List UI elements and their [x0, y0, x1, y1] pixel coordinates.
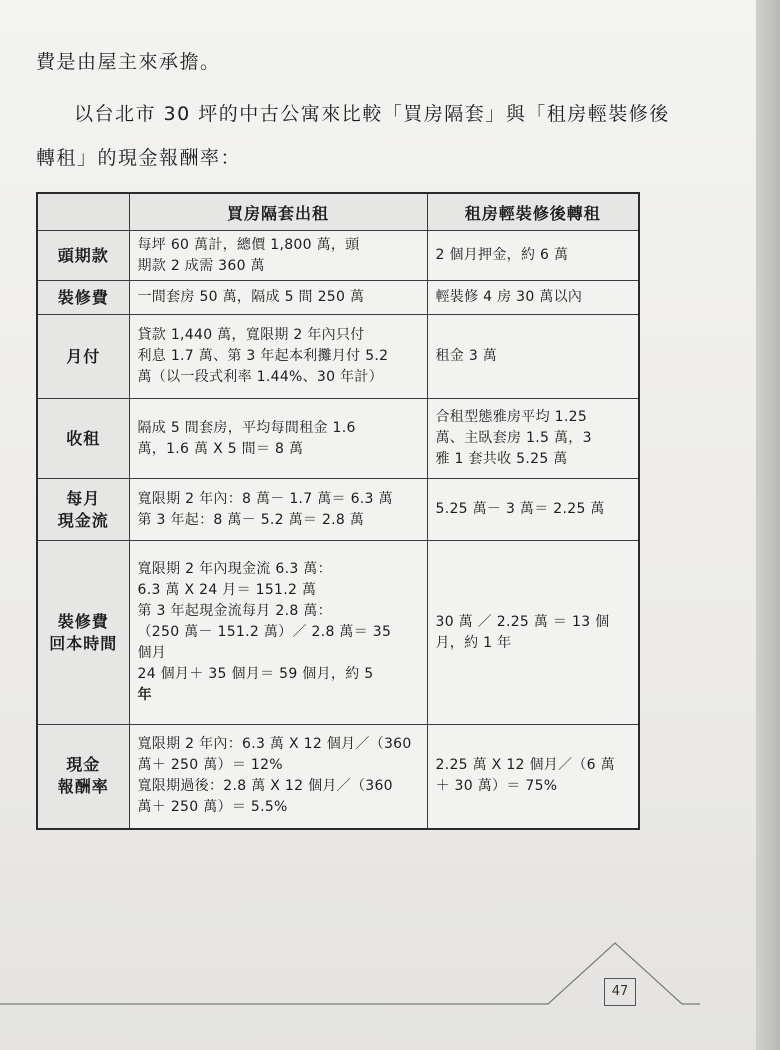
- intro-paragraph-1: 費是由屋主來承擔。: [36, 51, 221, 73]
- header-corner: [37, 193, 129, 231]
- header-rent-renovate: 租房輕裝修後轉租: [427, 193, 639, 231]
- table-header-row: [37, 193, 639, 231]
- row-label: 月付: [37, 315, 129, 399]
- row-label: 裝修費 回本時間: [37, 541, 129, 725]
- cell-rent: 2 個月押金，約 6 萬: [427, 231, 639, 281]
- cell-rent: 合租型態雅房平均 1.25 萬、主臥套房 1.5 萬，3 雅 1 套共收 5.25 萬: [427, 399, 639, 479]
- cell-buy: 一間套房 50 萬，隔成 5 間 250 萬: [129, 281, 427, 315]
- page-number: 47: [604, 978, 636, 1006]
- table-row-renovation: [37, 281, 639, 315]
- table-row-rent-income: [37, 399, 639, 479]
- table-row-down-payment: [37, 231, 639, 281]
- table-row-monthly-payment: [37, 315, 639, 399]
- header-buy-partition: 買房隔套出租: [129, 193, 427, 231]
- comparison-table: [36, 192, 640, 830]
- cell-buy: 每坪 60 萬計，總價 1,800 萬，頭 期款 2 成需 360 萬: [129, 231, 427, 281]
- cell-buy: 隔成 5 間套房，平均每間租金 1.6 萬，1.6 萬 X 5 間＝ 8 萬: [129, 399, 427, 479]
- table-row-cash-flow: [37, 479, 639, 541]
- cell-rent: 2.25 萬 X 12 個月／（6 萬 ＋ 30 萬）＝ 75%: [427, 725, 639, 829]
- row-label: 裝修費: [37, 281, 129, 315]
- row-label: 每月 現金流: [37, 479, 129, 541]
- intro-paragraph-2: 以台北市 30 坪的中古公寓來比較「買房隔套」與「租房輕裝修後轉租」的現金報酬率：: [36, 103, 670, 169]
- cell-rent: 30 萬 ／ 2.25 萬 ＝ 13 個 月，約 1 年: [427, 541, 639, 725]
- cell-buy: 寬限期 2 年內：8 萬－ 1.7 萬＝ 6.3 萬 第 3 年起：8 萬－ 5.2 萬＝ 2.8 萬: [129, 479, 427, 541]
- cell-rent: 輕裝修 4 房 30 萬以內: [427, 281, 639, 315]
- cell-rent: 5.25 萬－ 3 萬＝ 2.25 萬: [427, 479, 639, 541]
- row-label: 頭期款: [37, 231, 129, 281]
- cell-rent: 租金 3 萬: [427, 315, 639, 399]
- row-label: 現金 報酬率: [37, 725, 129, 829]
- page-edge: [756, 0, 780, 1050]
- cell-buy: 寬限期 2 年內現金流 6.3 萬： 6.3 萬 X 24 月＝ 151.2 萬 第 3 年起現金流每月 2.8 萬： （250 萬－ 151.2 萬）／ 2.8 萬＝ 35 個月 24 個月＋ 35 個月＝ 59 個月，約 5 年: [129, 541, 427, 725]
- row-label: 收租: [37, 399, 129, 479]
- table-row-payback-period: [37, 541, 639, 725]
- table-row-cash-return: [37, 725, 639, 829]
- cell-buy: 寬限期 2 年內：6.3 萬 X 12 個月／（360 萬＋ 250 萬）＝ 12% 寬限期過後：2.8 萬 X 12 個月／（360 萬＋ 250 萬）＝ 5.5%: [129, 725, 427, 829]
- cell-buy: 貸款 1,440 萬，寬限期 2 年內只付 利息 1.7 萬、第 3 年起本利攤月付 5.2 萬（以一段式利率 1.44%、30 年計）: [129, 315, 427, 399]
